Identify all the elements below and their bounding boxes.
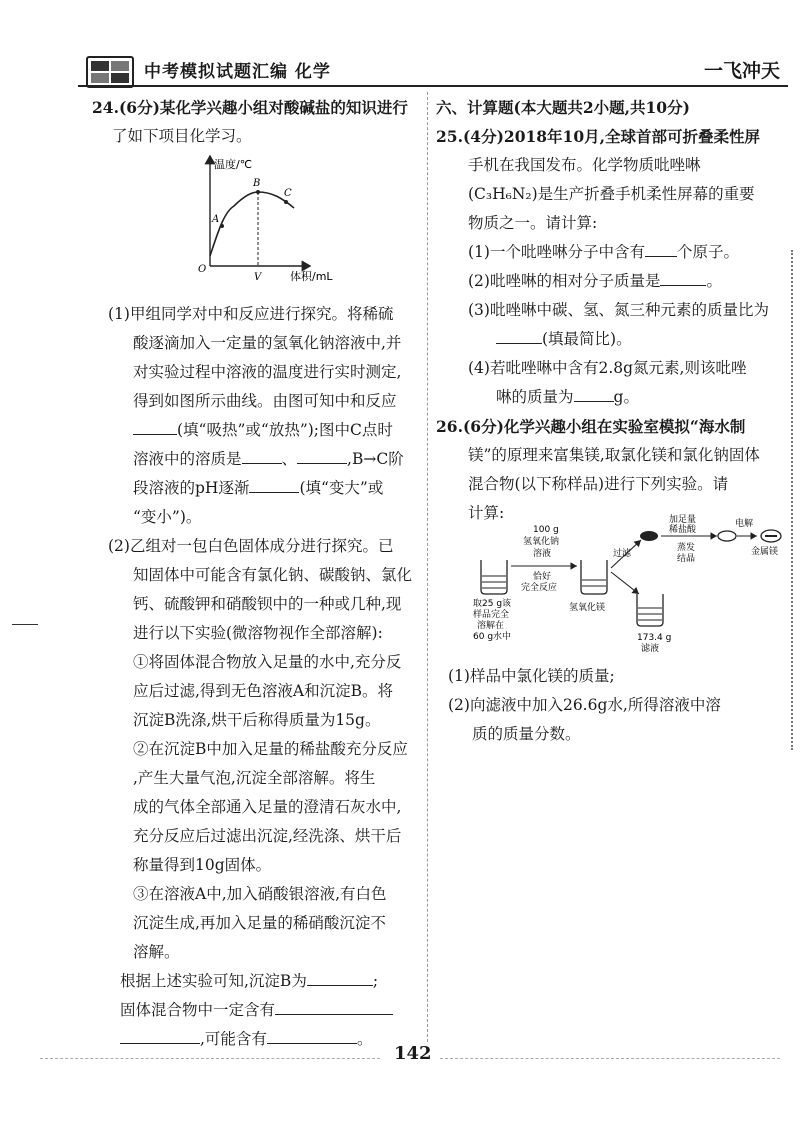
p2-line16: 根据上述实验可知,沉淀B为 ; — [120, 967, 378, 996]
footer-rule-right — [440, 1058, 780, 1059]
q25-line3: (C₃H₆N₂)是生产折叠手机柔性屏幕的重要 — [468, 185, 755, 203]
x-marker-label: V — [254, 272, 262, 283]
point-label-c: C — [284, 188, 292, 199]
p1-line2: 酸逐滴加入一定量的氢氧化钠溶液中,并 — [133, 334, 402, 352]
p2-line8: ②在沉淀B中加入足量的稀盐酸充分反应 — [133, 740, 408, 758]
answer-blank[interactable] — [496, 325, 542, 344]
temperature-volume-chart — [190, 150, 390, 290]
p2-line9: ,产生大量气泡,沉淀全部溶解。将生 — [133, 769, 376, 787]
p2-line2: 知固体中可能含有氯化钠、碳酸钠、氯化 — [133, 566, 413, 584]
q24-intro-line2: 了如下项目化学习。 — [112, 127, 252, 145]
section-6-heading: 六、计算题(本大题共2小题,共10分) — [436, 98, 690, 117]
p2-line1: (2)乙组对一包白色固体成分进行探究。已 — [108, 537, 394, 555]
p1-line5: (填“吸热”或“放热”);图中C点时 — [133, 416, 393, 445]
p2-line17: 固体混合物中一定含有 — [120, 996, 393, 1025]
sample-note-2: 样品完全 — [473, 610, 510, 620]
q26-line2: 镁”的原理来富集镁,取氯化镁和氯化钠固体 — [468, 446, 760, 464]
q26-line1: 26.(6分)化学兴趣小组在实验室模拟“海水制 — [436, 417, 746, 436]
p1-line4: 得到如图所示曲线。由图可知中和反应 — [133, 392, 397, 410]
p2-line12: 称量得到10g固体。 — [133, 856, 272, 874]
q26-line4: 计算: — [468, 504, 505, 522]
p2-line5: ①将固体混合物放入足量的水中,充分反 — [133, 653, 402, 671]
mgoh2-solid-icon — [640, 531, 658, 541]
beaker-reaction-icon — [581, 560, 607, 594]
beaker-filtrate-icon — [637, 594, 663, 626]
product-label: 金属镁 — [751, 547, 779, 557]
p1-line3: 对实验过程中溶液的温度进行实时测定, — [133, 363, 402, 381]
reagent2-line1: 加足量 — [669, 515, 697, 525]
filtrate-label: 滤液 — [641, 644, 660, 654]
answer-blank[interactable] — [267, 1025, 357, 1044]
evap-line2: 结晶 — [677, 554, 696, 564]
reagent1-below-1: 恰好 — [533, 572, 552, 582]
footer-rule-left — [40, 1058, 380, 1059]
origin-label: O — [198, 264, 207, 275]
binding-margin-mark — [12, 624, 38, 625]
q25-line1: 25.(4分)2018年10月,全球首部可折叠柔性屏 — [436, 127, 761, 146]
electrolysis-label: 电解 — [735, 519, 754, 529]
arrow-filter-down — [611, 572, 639, 594]
p2-line11: 充分反应后过滤出沉淀,经洗涤、烘干后 — [133, 827, 402, 845]
p2-line13: ③在溶液A中,加入硝酸银溶液,有白色 — [133, 885, 387, 903]
answer-blank[interactable] — [297, 445, 347, 464]
reagent1-line3: 溶液 — [533, 549, 552, 559]
filtrate-mass: 173.4 g — [637, 633, 672, 643]
y-axis-label: 温度/℃ — [214, 158, 253, 171]
scan-edge — [791, 250, 793, 750]
mgcl2-crystal-icon — [718, 531, 736, 541]
reagent1-line1: 100 g — [533, 525, 559, 535]
answer-blank[interactable] — [249, 474, 299, 493]
q25-sub2: (2)吡唑啉的相对分子质量是 。 — [468, 267, 722, 296]
answer-blank[interactable] — [120, 1025, 200, 1044]
evap-line1: 蒸发 — [677, 543, 696, 553]
p2-line7: 沉淀B洗涤,烘干后称得质量为15g。 — [133, 711, 381, 729]
p2-line15: 溶解。 — [133, 943, 180, 961]
column-divider — [427, 92, 428, 1042]
q26-sub2-cont: 质的质量分数。 — [472, 725, 581, 743]
precipitate-label: 氢氧化镁 — [569, 603, 606, 613]
p1-line8: “变小”)。 — [133, 508, 202, 526]
sample-note-4: 60 g水中 — [473, 632, 512, 642]
q25-line2: 手机在我国发布。化学物质吡唑啉 — [468, 156, 701, 174]
answer-blank[interactable] — [307, 967, 373, 986]
q25-line4: 物质之一。请计算: — [468, 214, 598, 232]
p2-line14: 沉淀生成,再加入足量的稀硝酸沉淀不 — [133, 914, 386, 932]
answer-blank[interactable] — [645, 238, 677, 257]
answer-blank[interactable] — [242, 445, 282, 464]
point-label-b: B — [253, 178, 261, 189]
p2-line18: ,可能含有 。 — [120, 1025, 372, 1054]
header-rule — [78, 85, 788, 87]
point-label-a: A — [212, 214, 220, 225]
reagent1-line2: 氢氧化钠 — [523, 537, 560, 547]
q25-sub4: (4)若吡唑啉中含有2.8g氮元素,则该吡唑 — [468, 359, 747, 377]
reagent2-line2: 稀盐酸 — [669, 525, 697, 535]
beaker-sample-icon — [481, 560, 507, 594]
q25-sub3: (3)吡唑啉中碳、氢、氮三种元素的质量比为 — [468, 301, 769, 319]
q25-sub4-blank: 啉的质量为 g。 — [496, 383, 639, 412]
brand-logo-text: 一飞冲天 — [703, 60, 780, 82]
q26-line3: 混合物(以下称样品)进行下列实验。请 — [468, 475, 729, 493]
q26-sub2: (2)向滤液中加入26.6g水,所得溶液中溶 — [448, 696, 721, 714]
point-c — [284, 200, 288, 204]
answer-blank[interactable] — [660, 267, 706, 286]
answer-blank[interactable] — [275, 996, 393, 1015]
p2-line3: 钙、硫酸钾和硝酸钡中的一种或几种,现 — [133, 595, 402, 613]
p1-line1: (1)甲组同学对中和反应进行探究。将稀硫 — [108, 305, 394, 323]
q26-sub1: (1)样品中氯化镁的质量; — [448, 667, 615, 685]
point-b — [256, 190, 260, 194]
q25-sub1: (1)一个吡唑啉分子中含有 个原子。 — [468, 238, 739, 267]
reagent1-below-2: 完全反应 — [521, 583, 558, 593]
answer-blank[interactable] — [574, 383, 614, 402]
answer-blank[interactable] — [133, 416, 177, 435]
q25-sub3-blank: (填最简比)。 — [496, 325, 632, 354]
book-title: 中考模拟试题汇编 化学 — [144, 62, 331, 82]
mg-extraction-flow-diagram — [445, 510, 790, 660]
sample-note-3: 溶解在 — [477, 621, 505, 631]
x-axis-label: 体积/mL — [290, 270, 333, 283]
q24-intro-line1: 24.(6分)某化学兴趣小组对酸碱盐的知识进行 — [92, 98, 408, 117]
filter-label: 过滤 — [613, 549, 632, 559]
p2-line4: 进行以下实验(微溶物视作全部溶解): — [133, 624, 383, 642]
p2-line6: 应后过滤,得到无色溶液A和沉淀B。将 — [133, 682, 394, 700]
page-number: 142 — [394, 1043, 432, 1064]
p1-line6: 溶液中的溶质是 、 ,B→C阶 — [133, 445, 404, 474]
p1-line7: 段溶液的pH逐渐 (填“变大”或 — [133, 474, 383, 503]
book-logo-icon — [86, 56, 134, 88]
point-a — [220, 224, 224, 228]
page-header — [78, 52, 788, 86]
temperature-curve — [210, 192, 294, 256]
sample-note-1: 取25 g该 — [473, 599, 512, 609]
p2-line10: 成的气体全部通入足量的澄清石灰水中, — [133, 798, 402, 816]
